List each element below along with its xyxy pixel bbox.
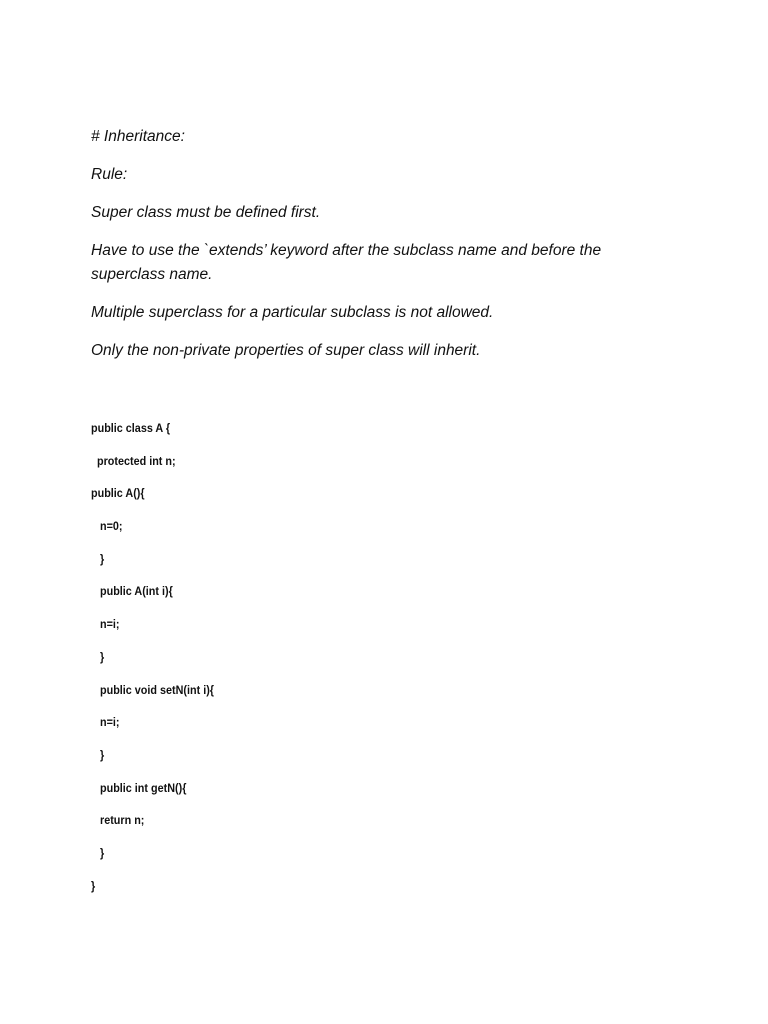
heading-inheritance: # Inheritance: <box>91 128 185 145</box>
rule-item: Only the non-private properties of super class will inherit. <box>91 342 481 359</box>
code-line: } <box>91 747 105 762</box>
code-block <box>91 418 631 908</box>
code-line: } <box>91 845 105 860</box>
code-line: } <box>91 878 96 893</box>
rule-item: Multiple superclass for a particular subclass is not allowed. <box>91 304 494 321</box>
code-line: public class A { <box>91 421 171 435</box>
code-line: return n; <box>91 813 145 828</box>
rule-label: Rule: <box>91 166 128 183</box>
rule-item: Have to use the `extends’ keyword after the subclass name and before the superclass name. <box>91 242 602 283</box>
code-line: protected int n; <box>91 453 176 468</box>
code-line: n=i; <box>91 617 120 632</box>
code-line: public void setN(int i){ <box>91 682 215 697</box>
code-line: public A(int i){ <box>91 584 173 599</box>
document-prose <box>91 125 691 377</box>
rule-item: Super class must be defined first. <box>91 204 321 221</box>
code-line: n=i; <box>91 715 120 730</box>
code-line: public A(){ <box>91 486 145 501</box>
code-line: } <box>91 551 105 566</box>
code-line: n=0; <box>91 519 123 534</box>
code-line: public int getN(){ <box>91 780 187 795</box>
code-line: } <box>91 649 105 664</box>
